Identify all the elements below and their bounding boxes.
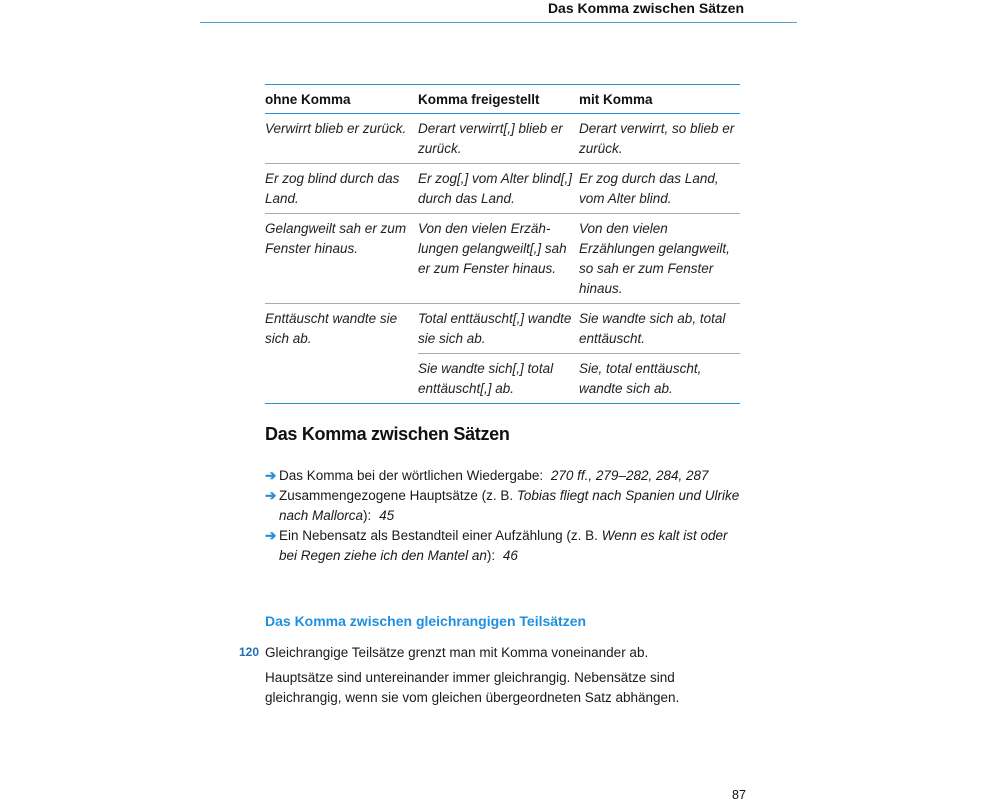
table-row — [265, 304, 740, 354]
ref-after: ): — [486, 548, 496, 563]
list-item — [265, 526, 745, 566]
table-cell: Sie wandte sich ab, total enttäuscht. — [579, 304, 740, 354]
header-komma-freigestellt: Komma freigestellt — [418, 85, 579, 114]
ref-example: Wenn es kalt ist oder bei Regen ziehe ich den Mantel an — [279, 528, 728, 563]
table-row — [265, 164, 740, 214]
table-cell — [265, 354, 418, 404]
ref-pointer[interactable]: 45 — [379, 508, 395, 523]
table-header-row — [265, 85, 740, 114]
running-head-title: Das Komma zwischen Sätzen — [547, 0, 744, 16]
header-mit-komma: mit Komma — [579, 85, 740, 114]
table-row — [265, 114, 740, 164]
table-cell: Er zog blind durch das Land. — [265, 164, 418, 214]
body-paragraph: Hauptsätze sind untereinander immer gleichrangig. Nebensätze sind gleichrangig, wenn sie vom gleichen übergeordneten Satz abhängen. — [265, 670, 680, 705]
table-cell: Gelangweilt sah er zum Fenster hinaus. — [265, 214, 418, 304]
header-ohne-komma: ohne Komma — [265, 85, 418, 114]
list-item — [265, 486, 745, 526]
ref-text: Zusammengezogene Hauptsätze (z. B. — [279, 488, 514, 503]
rule-number: 120 — [239, 645, 260, 659]
page-number: 87 — [732, 788, 746, 802]
ref-pointer[interactable]: 46 — [502, 548, 518, 563]
table-cell: Er zog[,] vom Alter blind[,] durch das Land. — [418, 164, 579, 214]
table-cell: Er zog durch das Land, vom Alter blind. — [579, 164, 740, 214]
table-cell: Verwirrt blieb er zurück. — [265, 114, 418, 164]
table-cell: Sie wandte sich[,] total enttäuscht[,] ab. — [418, 354, 579, 404]
ref-example: Tobias fliegt nach Spanien und Ulrike nach Mallorca — [279, 488, 740, 523]
table-row — [265, 214, 740, 304]
comma-comparison-table — [265, 84, 740, 404]
table-cell: Derart verwirrt[,] blieb er zurück. — [418, 114, 579, 164]
table-cell: Derart verwirrt, so blieb er zurück. — [579, 114, 740, 164]
ref-text: Das Komma bei der wörtlichen Wiedergabe: — [279, 468, 544, 483]
subsection-heading: Das Komma zwischen gleichrangigen Teilsätzen — [265, 613, 587, 629]
ref-after: ): — [363, 508, 372, 523]
arrow-right-icon: ➔ — [265, 468, 277, 483]
list-item — [265, 466, 745, 486]
table-cell: Sie, total enttäuscht, wandte sich ab. — [579, 354, 740, 404]
ref-text: Ein Nebensatz als Bestandteil einer Aufzählung (z. B. — [279, 528, 598, 543]
ref-pointer[interactable]: 270 ff., 279–282, 284, 287 — [550, 468, 709, 483]
table-row — [265, 354, 740, 404]
arrow-right-icon: ➔ — [265, 528, 277, 543]
table-cell: Von den vielen Erzäh-lungen gelangweilt[,] sah er zum Fenster hinaus. — [418, 214, 579, 304]
rule-paragraph: Gleichrangige Teilsätze grenzt man mit Komma voneinander ab. — [265, 645, 649, 660]
arrow-right-icon: ➔ — [265, 488, 277, 503]
section-heading: Das Komma zwischen Sätzen — [265, 424, 510, 444]
table-cell: Von den vielen Erzählungen gelangweilt, so sah er zum Fenster hinaus. — [579, 214, 740, 304]
running-head — [200, 0, 797, 23]
cross-reference-list — [265, 466, 745, 566]
table-cell: Total enttäuscht[,] wandte sie sich ab. — [418, 304, 579, 354]
table-cell: Enttäuscht wandte sie sich ab. — [265, 311, 398, 346]
